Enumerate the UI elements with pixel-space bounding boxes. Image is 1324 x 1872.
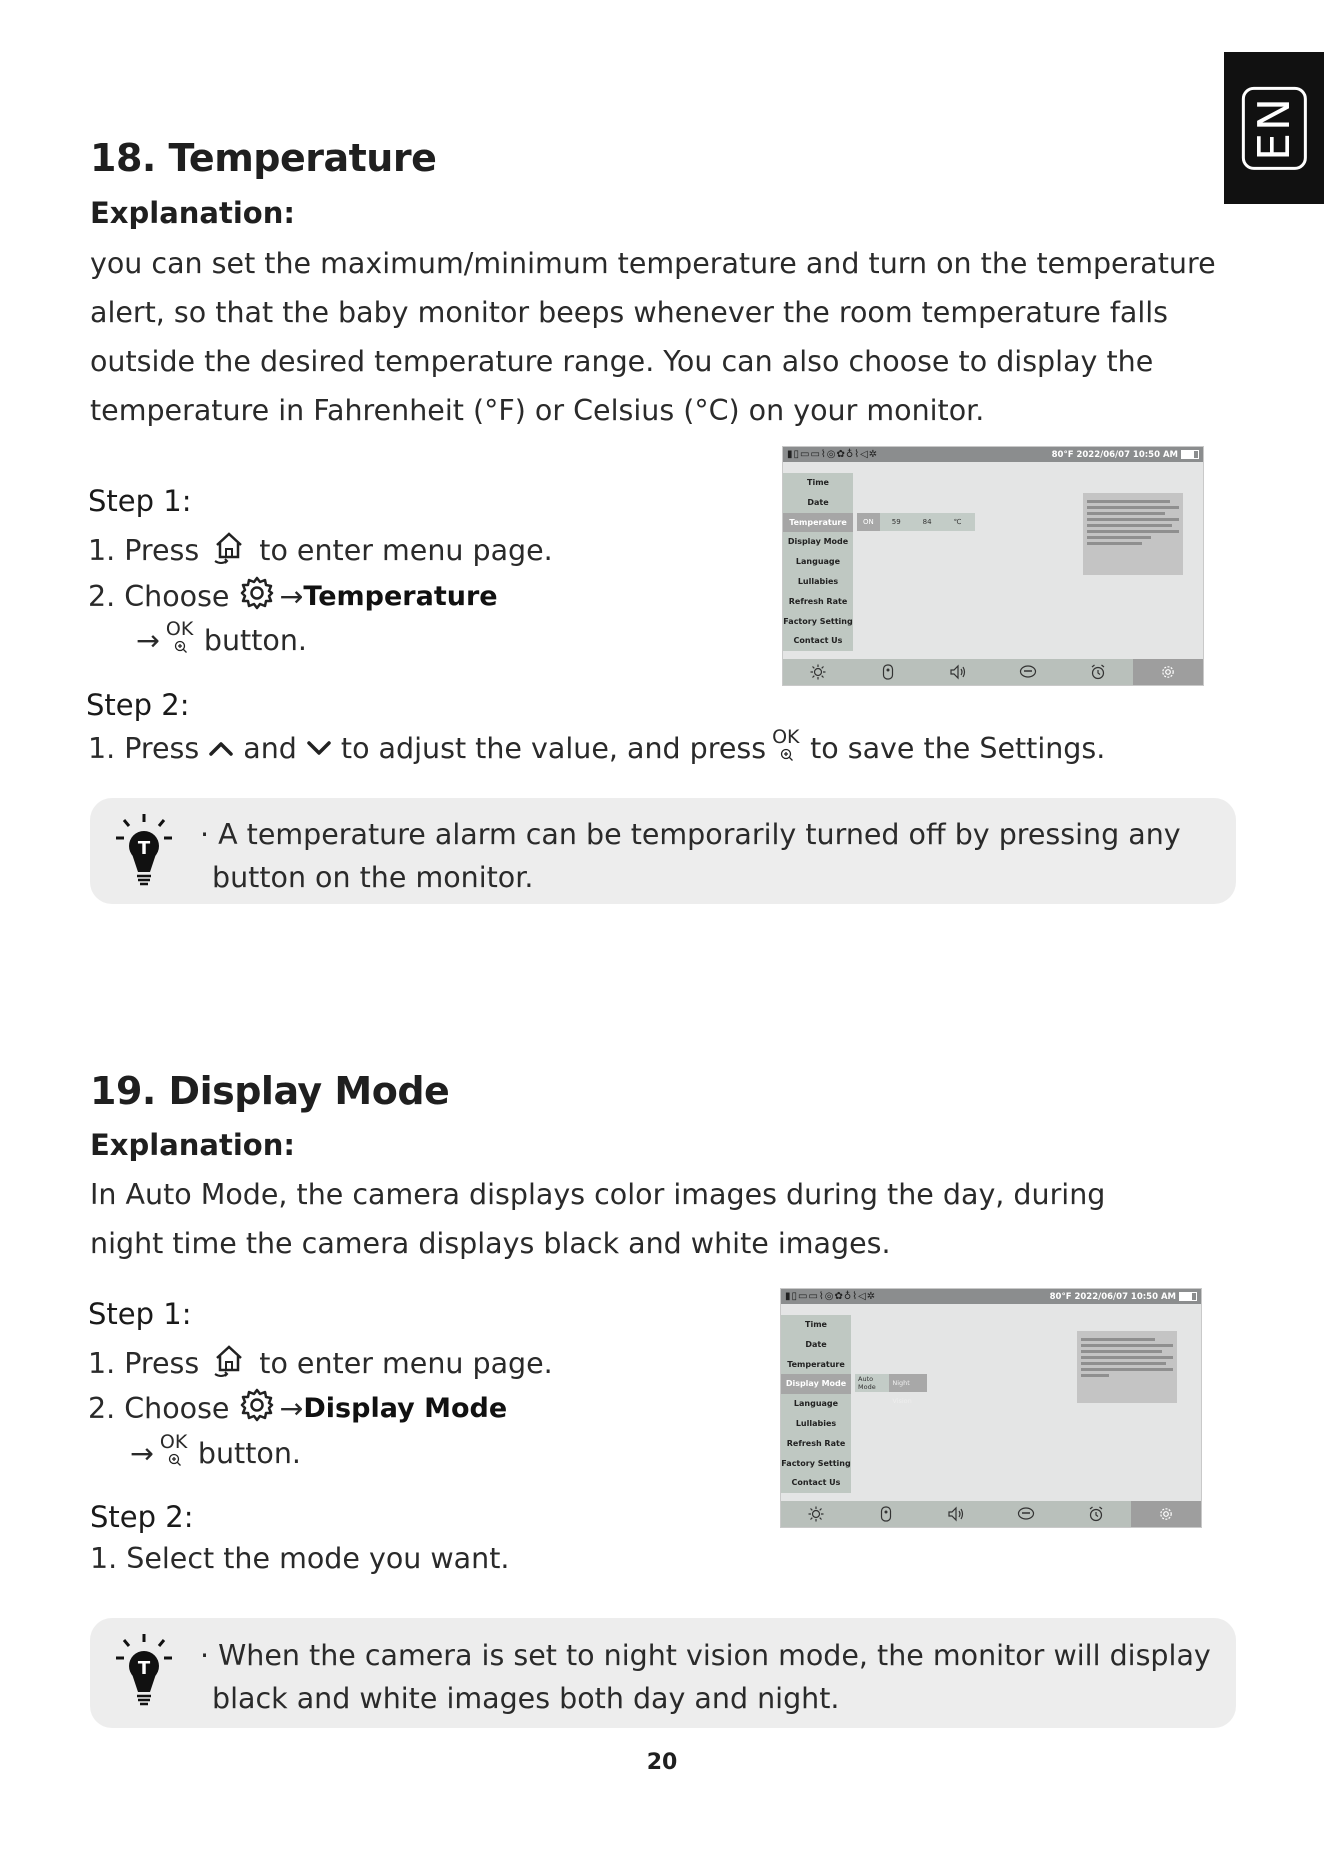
up-arrow-icon: [207, 732, 235, 765]
section-18-explanation: [90, 239, 1216, 435]
monitor-bottom-bar: [783, 659, 1203, 685]
temperature-settings-row: [857, 513, 975, 531]
tip-line: black and white images both day and night.: [212, 1682, 840, 1715]
tip-bulb-icon: [112, 812, 176, 894]
menu-help-text: [1083, 493, 1183, 575]
tip-text: [200, 813, 1181, 899]
arrow-glyph: →: [279, 1392, 304, 1425]
arrow-glyph: →: [130, 1436, 154, 1470]
monitor-menu-item: Date: [807, 497, 829, 507]
menu-help-text: [1077, 1331, 1177, 1403]
step-text: 1. Press: [88, 731, 200, 765]
home-menu-icon: [209, 1340, 249, 1387]
section-18-tip-box: [90, 798, 1236, 904]
section-18-step-1-label: Step 1:: [88, 484, 192, 518]
section-19-step-1-line-2: [88, 1387, 507, 1430]
page-number: 20: [646, 1750, 678, 1775]
section-18-step-2-label: Step 2:: [86, 688, 190, 722]
section-18-step-2-line-1: [88, 726, 1106, 766]
tip-text: [200, 1634, 1211, 1720]
language-tab: [1224, 52, 1324, 204]
night-vision-option: Night Vision: [889, 1374, 927, 1392]
section-19-step-1-line-1: [88, 1340, 553, 1387]
volume-icon: [921, 1501, 991, 1527]
step-text: 1. Press: [88, 534, 200, 567]
status-text: 80°F 2022/06/07 10:50 AM: [1052, 450, 1199, 460]
auto-mode-option: Auto Mode: [858, 1375, 876, 1391]
section-19-tip-box: [90, 1618, 1236, 1728]
down-arrow-icon: [305, 732, 333, 765]
monitor-menu-item: Lullabies: [797, 576, 839, 586]
settings-icon: [1131, 1501, 1201, 1527]
step-text: 2. Choose: [88, 1392, 230, 1425]
section-19-step-1-line-3: [130, 1431, 301, 1471]
alert-toggle: ON: [857, 513, 880, 531]
monitor-status-bar: [783, 447, 1203, 462]
monitor-menu-item: Refresh Rate: [788, 596, 848, 606]
monitor-menu-item: Display Mode: [787, 537, 849, 547]
section-19-step-2-line-1: 1. Select the mode you want.: [90, 1542, 510, 1575]
section-18-explanation-label: Explanation:: [90, 196, 295, 230]
monitor-screen-display-mode: [780, 1288, 1202, 1528]
monitor-status-bar: [781, 1289, 1201, 1304]
settings-icon: [1133, 659, 1203, 685]
explanation-line: outside the desired temperature range. You can also choose to display the: [90, 345, 1154, 378]
step-target-display-mode: Display Mode: [303, 1393, 508, 1424]
vox-icon: [993, 659, 1063, 685]
section-18-step-1-line-1: [88, 527, 553, 574]
brightness-icon: [781, 1501, 851, 1527]
min-temp-value: 59: [891, 518, 901, 526]
tip-line: button on the monitor.: [212, 861, 534, 894]
monitor-menu-list: [783, 473, 853, 651]
temp-unit-value: ℃: [953, 518, 962, 526]
status-icons: ▮▯▭▭⌇◎✿♁⌇◁✲: [787, 449, 879, 460]
ok-zoom-icon: OK: [160, 1435, 192, 1471]
max-temp-value: 84: [922, 518, 932, 526]
arrow-glyph: →: [279, 580, 304, 613]
monitor-menu-list: [781, 1315, 851, 1493]
ok-zoom-icon: OK: [772, 730, 804, 766]
monitor-menu-item: Time: [807, 478, 829, 487]
svg-text:T: T: [137, 838, 151, 859]
step-text: to adjust the value, and press: [340, 731, 767, 765]
monitor-menu-item: Temperature: [787, 1359, 845, 1369]
step-target-temperature: Temperature: [303, 581, 498, 612]
display-mode-options: [855, 1374, 927, 1405]
monitor-menu-item: Refresh Rate: [786, 1438, 846, 1448]
monitor-screen-temperature: [782, 446, 1204, 686]
monitor-menu-item: Language: [795, 557, 841, 567]
monitor-menu-item: Factory Setting: [781, 1458, 851, 1468]
language-tab-label: EN: [1242, 87, 1307, 170]
monitor-menu-item: Contact Us: [793, 636, 843, 646]
tip-line: · When the camera is set to night vision mode, the monitor will display: [200, 1639, 1211, 1672]
settings-gear-icon: [239, 575, 275, 618]
explanation-line: you can set the maximum/minimum temperature and turn on the temperature: [90, 247, 1216, 280]
monitor-menu-item: Factory Setting: [783, 616, 853, 626]
monitor-menu-item: Time: [805, 1320, 827, 1329]
section-19-step-1-label: Step 1:: [88, 1297, 192, 1331]
section-18-step-1-line-2: [88, 575, 498, 618]
battery-icon: [1181, 450, 1199, 459]
alarm-icon: [1063, 659, 1133, 685]
battery-icon: [1179, 1292, 1197, 1301]
alarm-icon: [1061, 1501, 1131, 1527]
monitor-menu-item: Lullabies: [795, 1418, 837, 1428]
step-text: 2. Choose: [88, 580, 230, 613]
step-text: button.: [203, 623, 307, 657]
monitor-menu-item: Display Mode: [781, 1374, 851, 1394]
section-18-step-1-line-3: [136, 618, 307, 658]
settings-gear-icon: [239, 1387, 275, 1430]
svg-text:T: T: [137, 1658, 151, 1679]
vox-icon: [991, 1501, 1061, 1527]
camera-icon: [851, 1501, 921, 1527]
step-text: to enter menu page.: [259, 1347, 553, 1380]
monitor-menu-item: Contact Us: [791, 1478, 841, 1488]
tip-line: · A temperature alarm can be temporarily turned off by pressing any: [200, 818, 1181, 851]
section-19-title: 19. Display Mode: [90, 1069, 450, 1113]
tip-bulb-icon: [112, 1632, 176, 1714]
section-19-step-2-label: Step 2:: [90, 1500, 194, 1534]
explanation-line: temperature in Fahrenheit (°F) or Celsius (°C) on your monitor.: [90, 394, 985, 427]
monitor-menu-item: Date: [805, 1339, 827, 1349]
section-18-title: 18. Temperature: [90, 136, 437, 180]
explanation-line: In Auto Mode, the camera displays color images during the day, during: [90, 1178, 1106, 1211]
home-menu-icon: [209, 527, 249, 574]
explanation-line: night time the camera displays black and white images.: [90, 1227, 891, 1260]
step-text: 1. Press: [88, 1347, 200, 1380]
step-text: button.: [197, 1436, 301, 1470]
step-text: to enter menu page.: [259, 534, 553, 567]
volume-icon: [923, 659, 993, 685]
explanation-line: alert, so that the baby monitor beeps whenever the room temperature falls: [90, 296, 1169, 329]
step-text: to save the Settings.: [810, 731, 1106, 765]
monitor-menu-item: Language: [793, 1399, 839, 1409]
status-icons: ▮▯▭▭⌇◎✿♁⌇◁✲: [785, 1291, 877, 1302]
section-19-explanation-label: Explanation:: [90, 1128, 295, 1162]
step-text: and: [243, 731, 297, 765]
monitor-menu-item: Temperature: [783, 513, 853, 533]
camera-icon: [853, 659, 923, 685]
section-19-explanation: [90, 1170, 1105, 1268]
brightness-icon: [783, 659, 853, 685]
status-text: 80°F 2022/06/07 10:50 AM: [1050, 1292, 1197, 1302]
monitor-bottom-bar: [781, 1501, 1201, 1527]
ok-zoom-icon: OK: [166, 622, 198, 658]
arrow-glyph: →: [136, 623, 160, 657]
